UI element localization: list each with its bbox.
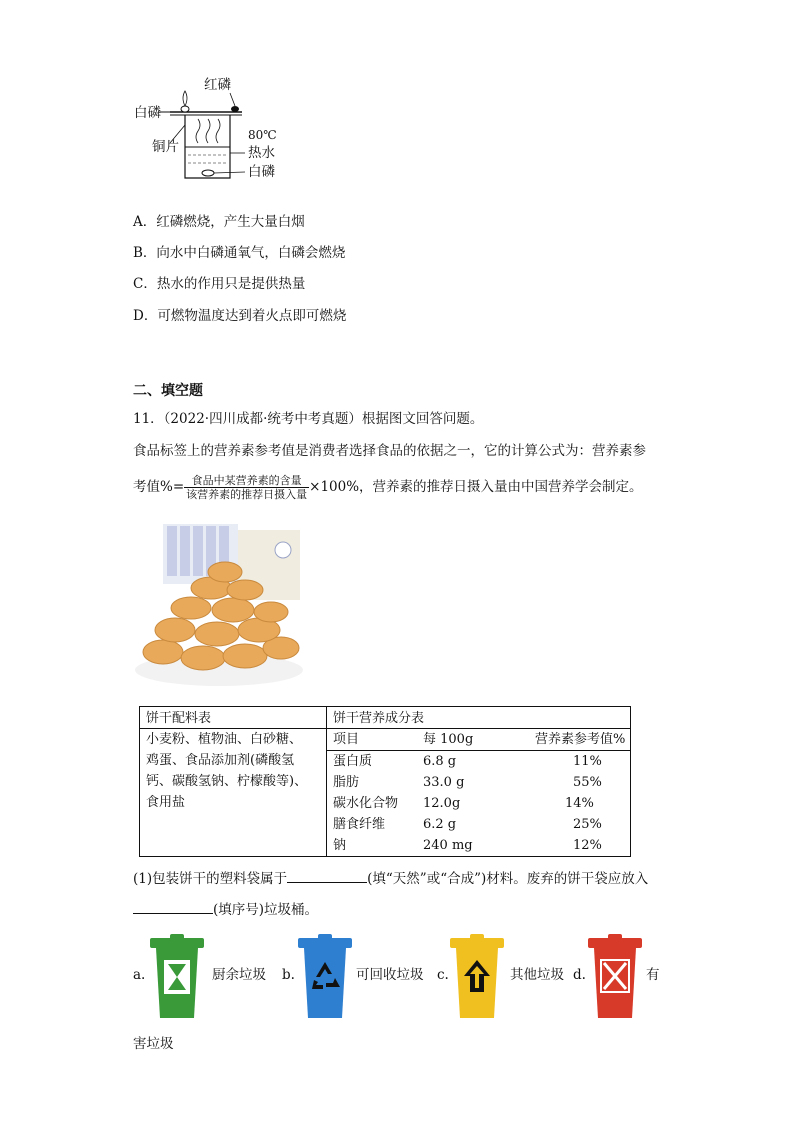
- q1-text-a: (1)包装饼干的塑料袋属于: [133, 871, 288, 887]
- label-white-phosphorus-bottom: 白磷: [248, 164, 275, 180]
- row-item: 钠: [333, 838, 347, 853]
- row-nrv: 25%: [573, 817, 602, 832]
- nutrition-header: 饼干营养成分表: [327, 707, 631, 729]
- option-a: A．红磷燃烧，产生大量白烟: [133, 214, 305, 230]
- ingredients-line: 钙、碳酸氢钠、柠檬酸等)、: [146, 774, 308, 789]
- bin-label-a: 厨余垃圾: [212, 967, 266, 983]
- row-amount: 6.2 g: [423, 817, 457, 832]
- row-item: 脂肪: [333, 775, 360, 790]
- fraction-numerator: 食品中某营养素的含量: [184, 474, 309, 488]
- ingredients-line: 食用盐: [146, 795, 186, 810]
- biscuit-photo: [133, 520, 305, 688]
- row-item: 碳水化合物: [333, 796, 399, 811]
- answer-blank-2[interactable]: [133, 899, 213, 914]
- ingredients-body: [140, 729, 327, 857]
- label-white-phosphorus-top: 白磷: [134, 105, 161, 121]
- bin-letter-a: a.: [133, 967, 146, 983]
- row-amount: 12.0g: [423, 796, 461, 811]
- bin-c-icon: [448, 932, 506, 1020]
- table-row: [327, 793, 630, 814]
- q1-text-c: (填序号)垃圾桶。: [213, 902, 319, 918]
- table-row: [327, 814, 630, 835]
- row-amount: 6.8 g: [423, 754, 457, 769]
- table-row: [327, 835, 630, 856]
- row-nrv: 14%: [565, 796, 594, 811]
- ingredients-line: 小麦粉、植物油、白砂糖、: [146, 732, 303, 747]
- answer-blank-1[interactable]: [287, 868, 367, 883]
- combustion-diagram: [130, 75, 290, 185]
- q1-text-b: (填“天然”或“合成”)材料。废弃的饼干袋应放入: [367, 871, 649, 887]
- row-item: 膳食纤维: [333, 817, 386, 832]
- label-temperature: 80℃: [248, 128, 277, 142]
- formula-prefix: 考值%=: [133, 479, 185, 495]
- row-nrv: 55%: [573, 775, 602, 790]
- q11-formula-line: [133, 469, 643, 505]
- nutrition-body: [327, 729, 631, 857]
- row-nrv: 11%: [573, 754, 602, 769]
- biscuit-illustration: [133, 520, 305, 688]
- row-amount: 240 mg: [423, 838, 473, 853]
- bin-recyclable: [296, 932, 354, 1020]
- row-item: 蛋白质: [333, 754, 373, 769]
- col-header-per100g: 每 100g: [423, 732, 474, 747]
- bin-letter-b: b.: [282, 967, 295, 983]
- bin-kitchen-waste: [148, 932, 206, 1020]
- table-row: [327, 751, 630, 772]
- label-red-phosphorus: 红磷: [204, 77, 231, 93]
- bin-other-waste: [448, 932, 506, 1020]
- nutrition-table: [139, 706, 631, 857]
- col-header-item: 项目: [333, 732, 360, 747]
- table-row: [327, 772, 630, 793]
- section-title: 二、填空题: [133, 383, 203, 399]
- nutrition-col-headers: [327, 729, 630, 751]
- fraction-denominator: 该营养素的推荐日摄入量: [186, 487, 308, 501]
- bin-b-icon: [296, 932, 354, 1020]
- row-nrv: 12%: [573, 838, 602, 853]
- bin-a-icon: [148, 932, 206, 1020]
- bin-label-b: 可回收垃圾: [356, 967, 424, 983]
- formula-fraction: [184, 474, 309, 501]
- bin-label-d: 有: [646, 967, 660, 983]
- label-hot-water: 热水: [248, 145, 275, 161]
- bin-label-c: 其他垃圾: [510, 967, 564, 983]
- q11-header: 11．（2022·四川成都·统考中考真题）根据图文回答问题。: [133, 411, 484, 427]
- formula-suffix: ×100%，营养素的推荐日摄入量由中国营养学会制定。: [309, 479, 643, 495]
- bin-letter-d: d.: [573, 967, 586, 983]
- row-amount: 33.0 g: [423, 775, 465, 790]
- option-c: C．热水的作用只是提供热量: [133, 276, 306, 292]
- option-d: D．可燃物温度达到着火点即可燃烧: [133, 308, 347, 324]
- ingredients-line: 鸡蛋、食品添加剂(磷酸氢: [146, 753, 295, 768]
- ingredients-header: 饼干配料表: [140, 707, 327, 729]
- bin-label-d-continued: 害垃圾: [133, 1036, 174, 1052]
- bin-letter-c: c.: [437, 967, 449, 983]
- option-b: B．向水中白磷通氧气，白磷会燃烧: [133, 245, 346, 261]
- bin-hazardous: [586, 932, 644, 1020]
- q1-line1: [133, 868, 648, 889]
- q11-para1: 食品标签上的营养素参考值是消费者选择食品的依据之一，它的计算公式为：营养素参: [133, 443, 646, 459]
- label-copper-plate: 铜片: [152, 139, 179, 155]
- col-header-nrv: 营养素参考值%: [535, 732, 626, 747]
- bin-d-icon: [586, 932, 644, 1020]
- q1-line2: [133, 899, 318, 920]
